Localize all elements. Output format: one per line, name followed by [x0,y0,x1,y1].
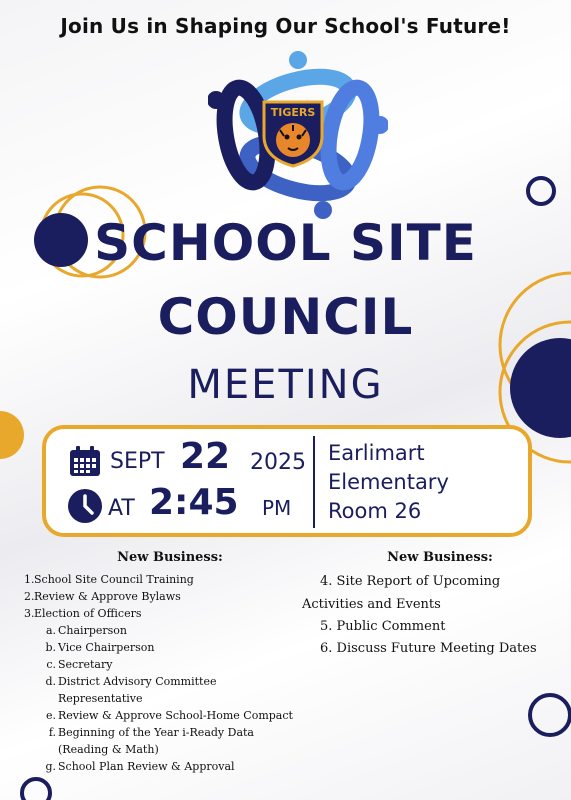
list-item: 3.Election of Officers [24,607,142,620]
left-agenda-list [24,571,314,775]
title-line-3: MEETING [187,362,384,408]
right-item-4-line-1: 4. Site Report of Upcoming [320,574,501,589]
title-line-2: COUNCIL [157,288,414,346]
left-column-heading: New Business: [117,550,223,565]
list-item: 2.Review & Approve Bylaws [24,590,181,603]
list-item: c. Secretary [46,658,113,671]
sub-list [24,622,314,775]
info-divider [313,436,315,528]
list-item: b. Vice Chairperson [45,641,155,654]
list-item: f. Beginning of the Year i-Ready Data [48,726,254,739]
location-line-2: Elementary [328,470,449,494]
clock-icon [67,488,103,524]
location-line-1: Earlimart [328,441,425,465]
event-time: 2:45 [149,482,239,523]
title-line-1: SCHOOL SITE [94,214,477,272]
list-item: g. School Plan Review & Approval [45,760,235,773]
list-item-continued: (Reading & Math) [58,743,159,756]
right-item-6: 6. Discuss Future Meeting Dates [320,641,537,656]
event-year: 2025 [250,450,306,475]
event-location [328,439,449,526]
list-item: d. District Advisory Committee [45,675,217,688]
navy-ring-bottom-right [530,695,570,735]
gold-dot-left [0,411,24,459]
list-item: 1.School Site Council Training [24,573,194,586]
calendar-icon [68,445,102,478]
list-item: e. Review & Approve School-Home Compact [45,709,293,722]
location-line-3: Room 26 [328,499,422,523]
event-day: 22 [180,436,231,477]
event-month: SEPT [110,449,165,474]
logo-text: TIGERS [270,106,316,119]
navy-ring-bottom-left [22,779,50,800]
tagline: Join Us in Shaping Our School's Future! [60,14,511,38]
navy-ring-top-right [528,178,554,204]
right-column-heading: New Business: [387,550,493,565]
event-at: AT [108,496,135,521]
list-item-continued: Representative [58,692,143,705]
event-ampm: PM [262,496,292,520]
school-logo [208,50,388,220]
list-item: a. Chairperson [45,624,127,637]
right-item-4-line-2: Activities and Events [302,597,441,612]
right-item-5: 5. Public Comment [320,619,446,634]
